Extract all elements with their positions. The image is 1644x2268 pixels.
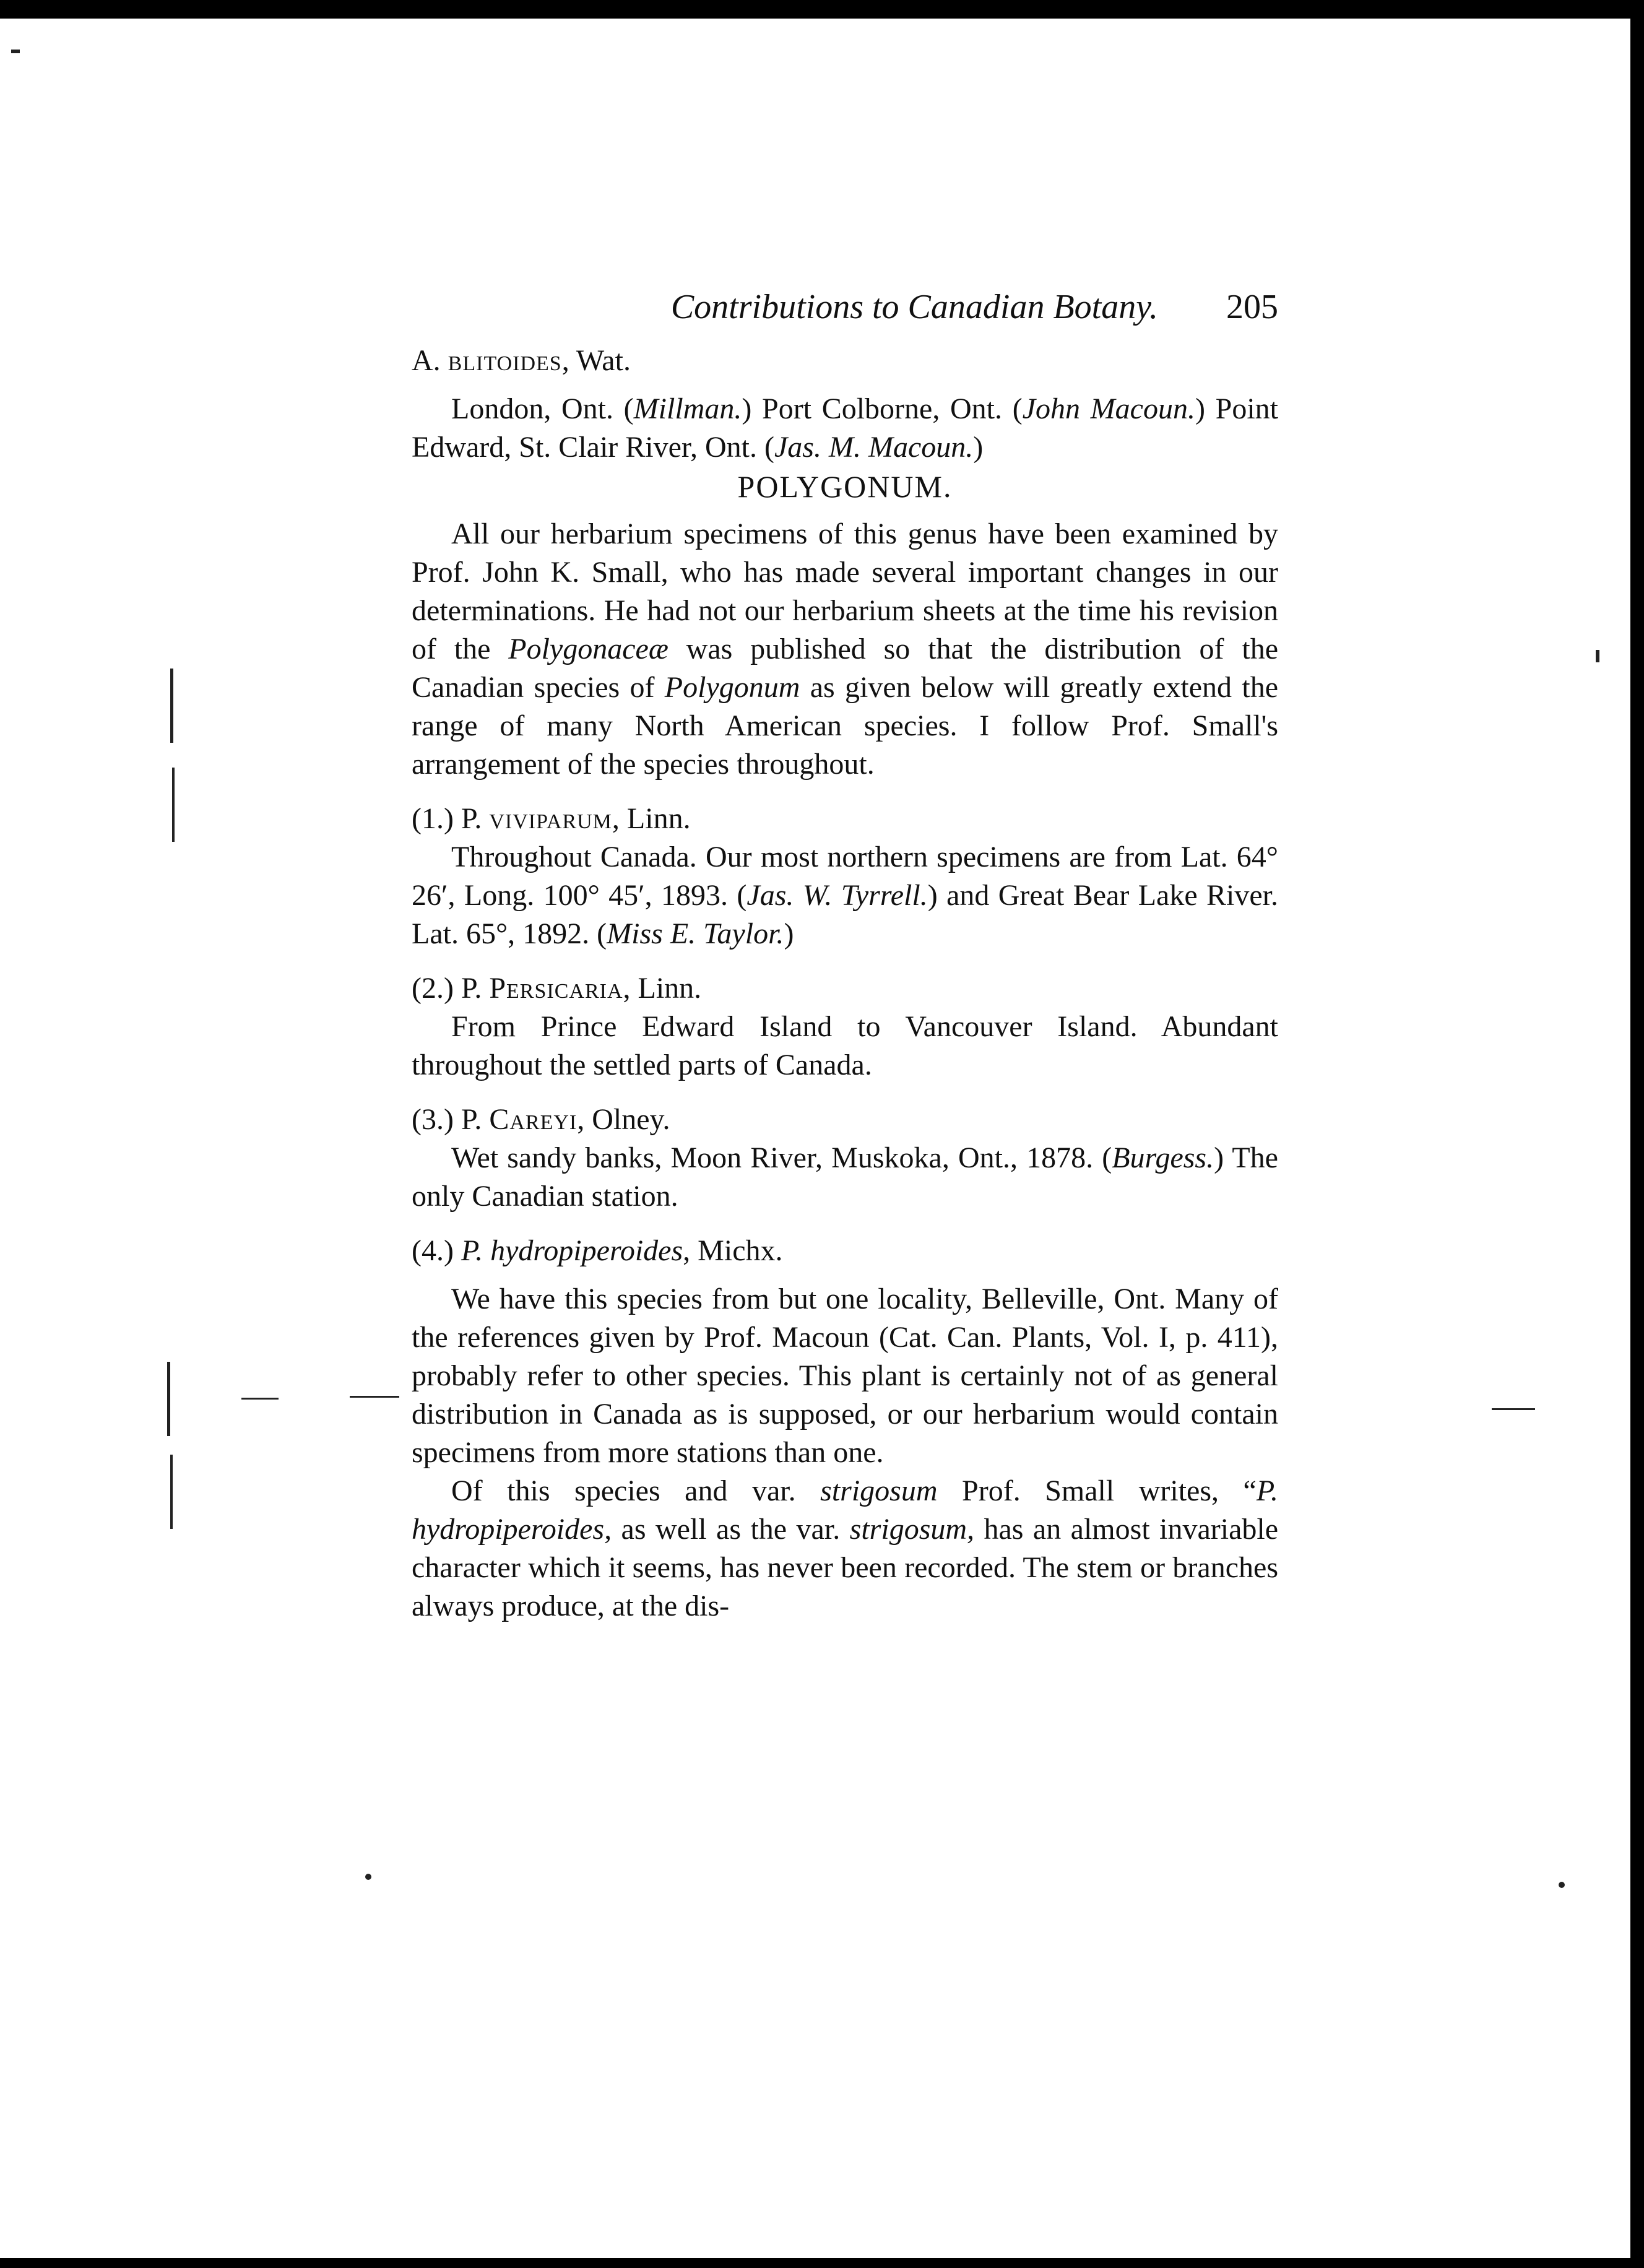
binding-mark xyxy=(170,669,173,743)
variety-name: strigosum, xyxy=(849,1513,975,1546)
text-run: was published so that the distribution of the Canadian species of xyxy=(412,633,1278,704)
collector-name: Burgess. xyxy=(1112,1141,1214,1174)
species-name: P. hydropiperoides xyxy=(461,1234,683,1267)
entry-heading-persicaria xyxy=(412,969,1278,1008)
text-run: ) Point Edward, St. Clair River, Ont. ( xyxy=(412,392,1279,464)
entry-text-hydropiperoides-quote xyxy=(412,1472,1278,1625)
binding-mark xyxy=(167,1362,170,1436)
taxon-name: P. hydropiperoides, xyxy=(412,1474,1278,1546)
collector-name: Jas. M. Macoun. xyxy=(774,431,974,464)
running-header xyxy=(412,286,1278,328)
entry-heading-hydropiperoides xyxy=(412,1232,1278,1270)
entry-text-hydropiperoides: We have this species from but one locality, Belleville, Ont. Many of the references given by Prof. Macoun (Cat. Can. Plants, Vol. I, p. 411), probably refer to other species. This plant is certainly not of as general distribution in Canada as is supposed, or our herbarium would contain specimens from more stations than one. xyxy=(412,1283,1278,1469)
text-run: ) xyxy=(784,917,794,950)
text-run: ) xyxy=(973,431,984,464)
text-run: as given below will greatly extend the range of many North American species. I follow Prof. Small's arrangement of the species throughout. xyxy=(412,671,1279,781)
species-authority: , Olney. xyxy=(577,1103,670,1136)
species-authority: , Michx. xyxy=(683,1234,783,1267)
species-name: Careyi xyxy=(489,1103,578,1136)
text-run: as well as the var. xyxy=(612,1513,850,1546)
genus-heading: POLYGONUM. xyxy=(737,469,953,504)
entry-heading-careyi xyxy=(412,1101,1278,1139)
text-run: ) The only Canadian station. xyxy=(412,1141,1278,1213)
tick-mark-right xyxy=(1492,1408,1535,1410)
dot-mark-right xyxy=(1559,1882,1565,1888)
text-run: London, Ont. ( xyxy=(451,392,634,425)
text-run: Of this species and var. xyxy=(451,1474,821,1507)
binding-mark xyxy=(170,1455,173,1529)
entry-text-careyi xyxy=(412,1139,1278,1216)
text-run: All our herbarium specimens of this genus have been examined by Prof. John K. Small, who has made several important changes in our determinations. He had not our herbarium sheets at the time his revision of the xyxy=(412,517,1278,665)
scan-border-right xyxy=(1630,0,1644,2268)
variety-name: strigosum xyxy=(820,1474,938,1507)
species-authority: , Wat. xyxy=(561,344,631,377)
binding-mark xyxy=(172,768,175,842)
collector-name: Miss E. Taylor. xyxy=(607,917,784,950)
collector-name: Millman. xyxy=(633,392,742,425)
tick-mark-left xyxy=(241,1398,279,1400)
genus-intro xyxy=(412,515,1278,784)
text-column xyxy=(412,286,1278,1625)
entry-number: (4.) xyxy=(412,1234,461,1267)
species-authority: , Linn. xyxy=(623,972,702,1005)
taxon-name: Polygonaceæ xyxy=(508,633,668,665)
species-name: Persicaria xyxy=(489,972,623,1005)
entry-number: (3.) P. xyxy=(412,1103,482,1136)
text-run: Throughout Canada. Our most northern specimens are from Lat. 64° 26′, Long. 100° 45′, 1893. ( xyxy=(412,841,1278,912)
text-run: ) Port Colborne, Ont. ( xyxy=(742,392,1023,425)
entry-text-persicaria: From Prince Edward Island to Vancouver Island. Abundant throughout the settled parts of Canada. xyxy=(412,1010,1278,1081)
running-title: Contributions to Canadian Botany. xyxy=(670,288,1158,326)
collector-name: John Macoun. xyxy=(1022,392,1195,425)
scan-border-bottom xyxy=(0,2258,1644,2268)
entry-heading-viviparum xyxy=(412,800,1278,838)
text-run: has an almost invariable character which it seems, has never been recorded. The stem or branches always produce, at the dis- xyxy=(412,1513,1279,1622)
entry-number: (1.) P. xyxy=(412,802,482,835)
scan-speck xyxy=(11,50,20,53)
text-run: ) and Great Bear Lake River. Lat. 65°, 1892. ( xyxy=(412,879,1278,950)
entry-heading-blitoides xyxy=(412,342,1278,380)
species-authority: , Linn. xyxy=(612,802,691,835)
species-name: viviparum xyxy=(489,802,612,835)
dot-mark-left xyxy=(365,1874,371,1880)
text-run: Prof. Small writes, “ xyxy=(937,1474,1257,1507)
scan-border-top xyxy=(0,0,1644,19)
scan-speck xyxy=(1596,650,1599,662)
tick-mark-left xyxy=(350,1396,399,1398)
species-name: blitoides xyxy=(448,344,562,377)
text-run: Wet sandy banks, Moon River, Muskoka, Ont., 1878. ( xyxy=(451,1141,1112,1174)
entry-letter: A. xyxy=(412,344,441,377)
taxon-name: Polygonum xyxy=(664,671,800,704)
entry-text-blitoides xyxy=(412,390,1278,467)
entry-text-viviparum xyxy=(412,838,1278,953)
collector-name: Jas. W. Tyrrell. xyxy=(746,879,928,912)
page-number: 205 xyxy=(1226,288,1278,326)
entry-number: (2.) P. xyxy=(412,972,482,1005)
